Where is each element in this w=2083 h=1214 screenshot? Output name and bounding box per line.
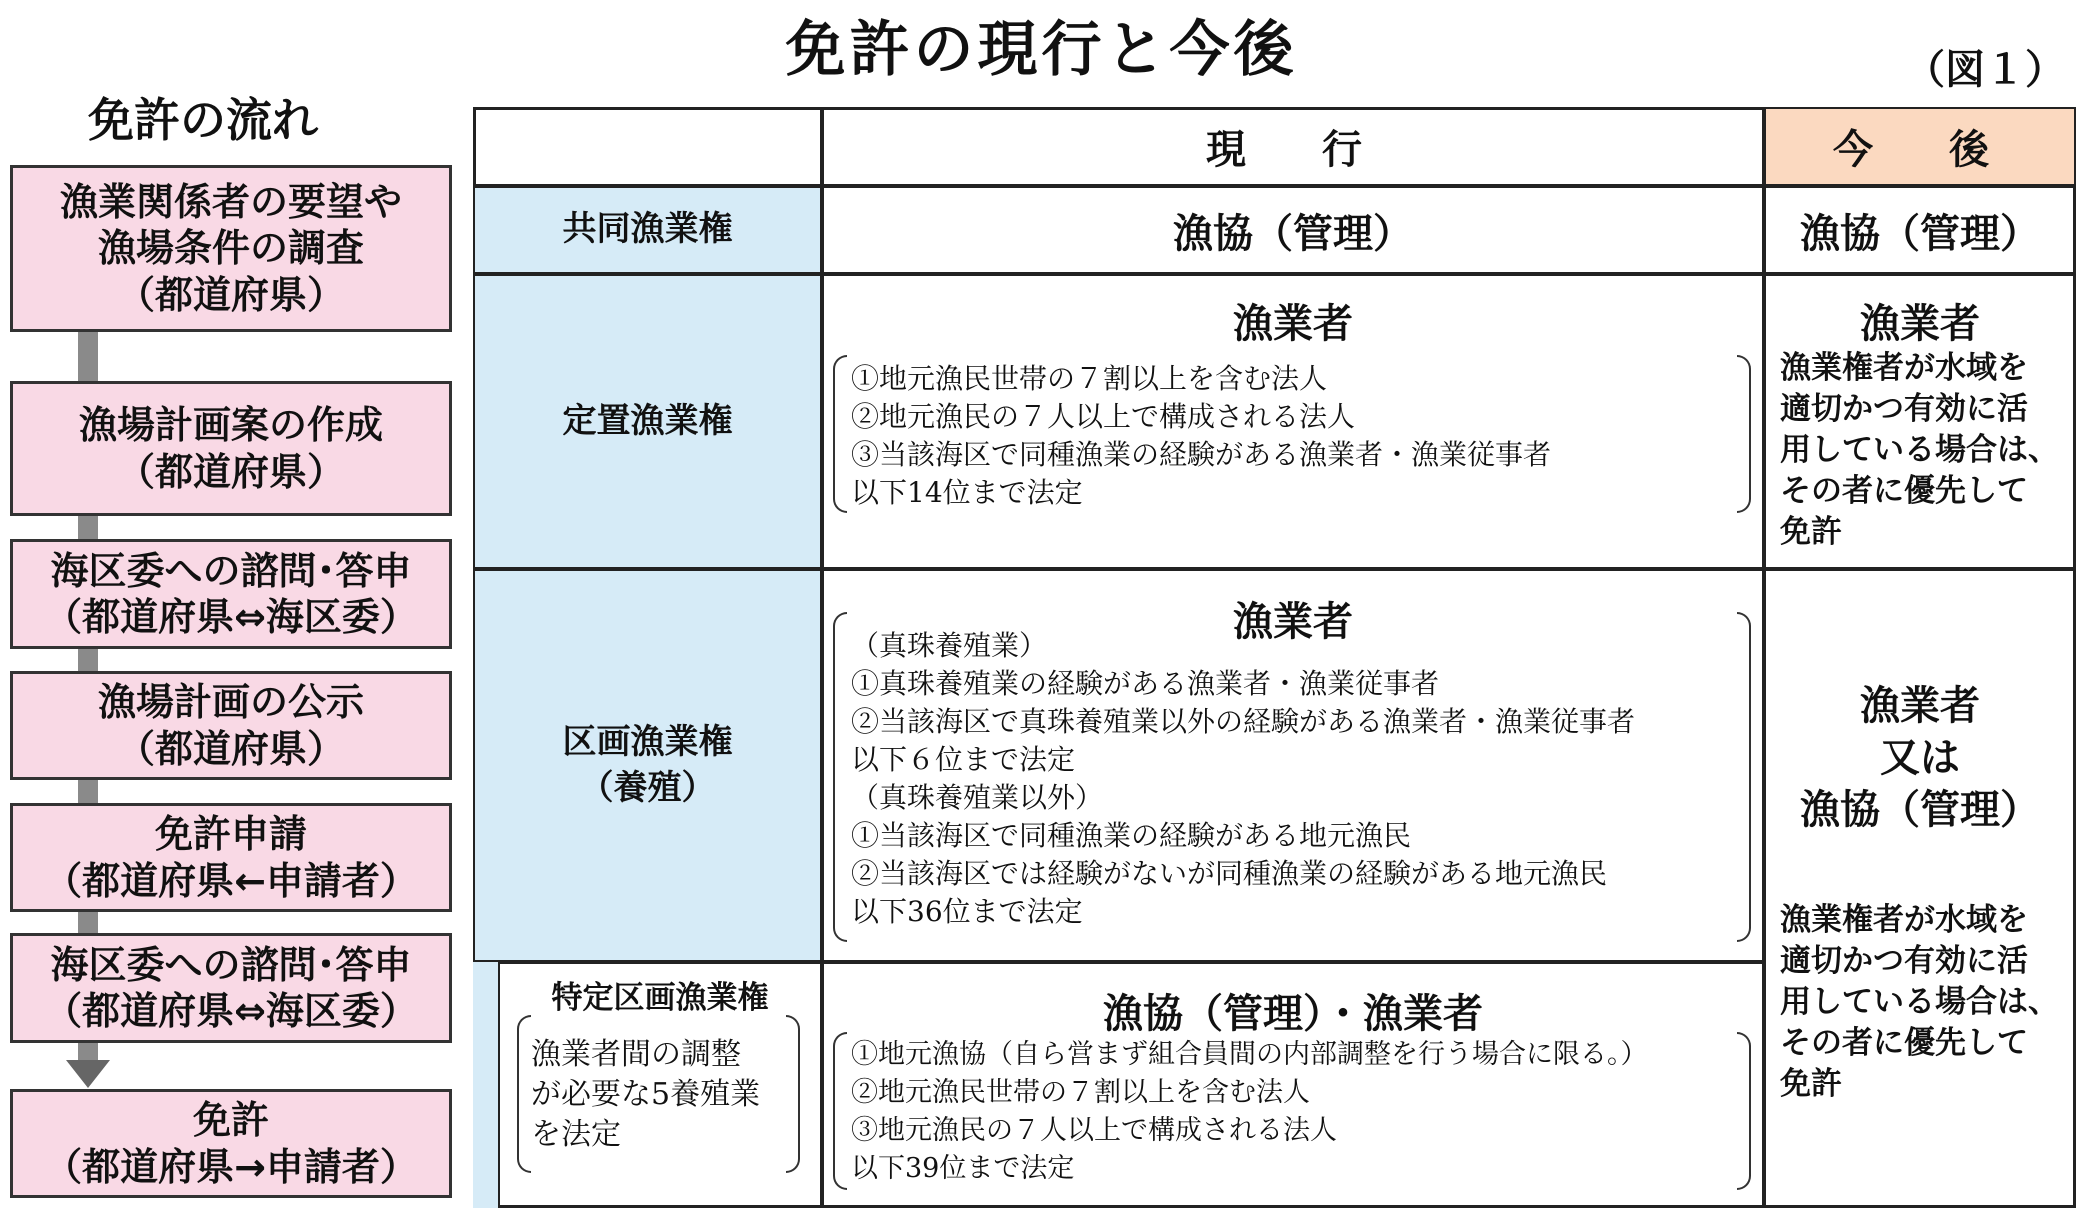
step-line: 漁場計画案の作成: [78, 403, 383, 448]
heading-line: 漁協（管理）: [1800, 787, 2040, 833]
step-line: 海区委への諮問･答申: [50, 942, 412, 987]
list-item: ①真珠養殖業の経験がある漁業者・漁業従事者: [851, 667, 1440, 700]
flow-step-survey: [10, 165, 452, 332]
row-label-kyodo: [473, 186, 822, 274]
step-line: 漁場計画の公示: [97, 680, 364, 725]
kukaku-future-note: [1780, 900, 2059, 1105]
step-line: 免許申請: [154, 812, 307, 857]
step-line: 漁業関係者の要望や: [59, 179, 402, 224]
bracket-left: [833, 612, 847, 942]
flow-step-consultation: [10, 539, 452, 649]
row-label-text: 定置漁業権: [562, 400, 733, 441]
step-line: （都道府県←申請者）: [44, 858, 418, 903]
tokutei-label: 特定区画漁業権: [551, 980, 769, 1016]
list-item: ①地元漁民世帯の７割以上を含む法人: [851, 362, 1328, 395]
note-line: その者に優先して: [1780, 473, 2028, 509]
kyodo-future: 漁協（管理）: [1764, 186, 2076, 274]
note-line: 用している場合は、: [1780, 432, 2059, 468]
list-item: ②地元漁民世帯の７割以上を含む法人: [851, 1077, 1310, 1108]
tokutei-label-strip: [473, 962, 498, 1208]
row-label-text: 共同漁業権: [562, 209, 733, 250]
bracket-left: [833, 355, 847, 513]
kukaku-current-list: [851, 627, 1635, 931]
step-line: 漁場条件の調査: [97, 226, 364, 271]
flow-step-plan-draft: [10, 381, 452, 516]
step-line: （都道府県→申請者）: [44, 1144, 418, 1189]
row-label-kukaku: [473, 569, 822, 962]
note-line: 漁業権者が水域を: [1780, 902, 2028, 938]
note-line: 漁業権者が水域を: [1780, 350, 2028, 386]
bracket-right: [1737, 612, 1751, 942]
list-item: （真珠養殖業）: [851, 629, 1048, 662]
row-label-text: 区画漁業権: [562, 721, 733, 762]
note-line: 免許: [1780, 1066, 1842, 1102]
list-item: 以下14位まで法定: [851, 476, 1083, 509]
list-item: ①地元漁協（自ら営まず組合員間の内部調整を行う場合に限る。）: [851, 1039, 1648, 1070]
bracket-right: [1737, 355, 1751, 513]
header-current: 現 行: [822, 107, 1764, 186]
flow-connector: [78, 515, 98, 540]
teichi-future-note: [1780, 348, 2059, 553]
flow-step-application: [10, 803, 452, 912]
flow-step-license: [10, 1089, 452, 1198]
kyodo-current: 漁協（管理）: [822, 186, 1764, 274]
list-item: ②当該海区で真珠養殖業以外の経験がある漁業者・漁業従事者: [851, 705, 1636, 738]
flow-connector: [78, 647, 98, 672]
note-line: その者に優先して: [1780, 1025, 2028, 1061]
note-line: が必要な5養殖業: [531, 1077, 761, 1112]
teichi-future-heading: 漁業者: [1860, 301, 1980, 347]
list-item: 以下６位まで法定: [851, 743, 1076, 776]
flow-step-public-notice: [10, 671, 452, 780]
step-line: （都道府県）: [116, 449, 345, 494]
note-line: を法定: [531, 1117, 621, 1152]
list-item: 以下36位まで法定: [851, 895, 1083, 928]
note-line: 適切かつ有効に活: [1780, 943, 2028, 979]
note-line: 漁業者間の調整: [531, 1037, 741, 1072]
header-future: 今 後: [1764, 107, 2076, 186]
kukaku-future-heading: [1764, 680, 2076, 836]
bracket-left: [517, 1015, 531, 1173]
list-item: （真珠養殖業以外）: [851, 781, 1104, 814]
bracket-right: [786, 1015, 800, 1173]
flow-connector: [78, 330, 98, 382]
flow-connector: [78, 778, 98, 803]
list-item: 以下39位まで法定: [851, 1153, 1075, 1184]
note-line: 適切かつ有効に活: [1780, 391, 2028, 427]
tokutei-note: [531, 1035, 760, 1155]
step-line: （都道府県⇔海区委）: [44, 989, 418, 1033]
step-line: （都道府県⇔海区委）: [44, 595, 418, 639]
list-item: ②当該海区では経験がないが同種漁業の経験がある地元漁民: [851, 857, 1608, 890]
teichi-current-heading: 漁業者: [1233, 301, 1353, 347]
heading-line: 又は: [1880, 735, 1960, 781]
step-line: （都道府県）: [116, 726, 345, 771]
bracket-left: [833, 1032, 847, 1190]
step-line: （都道府県）: [116, 272, 345, 317]
row-label-teichi: [473, 274, 822, 569]
kukaku-current-heading: 漁業者: [1233, 599, 1353, 645]
row-label-text: （養殖）: [579, 767, 716, 808]
list-item: ②地元漁民の７人以上で構成される法人: [851, 400, 1356, 433]
flow-arrow-head: [66, 1060, 110, 1088]
kukaku-future: [1764, 569, 2076, 1208]
bracket-right: [1737, 1032, 1751, 1190]
list-item: ①当該海区で同種漁業の経験がある地元漁民: [851, 819, 1412, 852]
diagram-title: 免許の現行と今後: [785, 15, 1298, 85]
note-line: 用している場合は、: [1780, 984, 2059, 1020]
note-line: 免許: [1780, 514, 1842, 550]
tokutei-current-heading: 漁協（管理）・漁業者: [1103, 991, 1483, 1037]
step-line: 海区委への諮問･答申: [50, 548, 412, 593]
flow-connector: [78, 910, 98, 934]
step-line: 免許: [192, 1098, 269, 1143]
flow-heading: 免許の流れ: [88, 93, 318, 147]
teichi-current-list: [851, 360, 1551, 512]
header-blank-cell: [473, 107, 822, 186]
list-item: ③地元漁民の７人以上で構成される法人: [851, 1115, 1337, 1146]
list-item: ③当該海区で同種漁業の経験がある漁業者・漁業従事者: [851, 438, 1552, 471]
figure-label: （図１）: [1905, 47, 2065, 93]
heading-line: 漁業者: [1860, 683, 1980, 729]
tokutei-current-list: [851, 1036, 1648, 1188]
flow-step-consultation-2: [10, 933, 452, 1043]
